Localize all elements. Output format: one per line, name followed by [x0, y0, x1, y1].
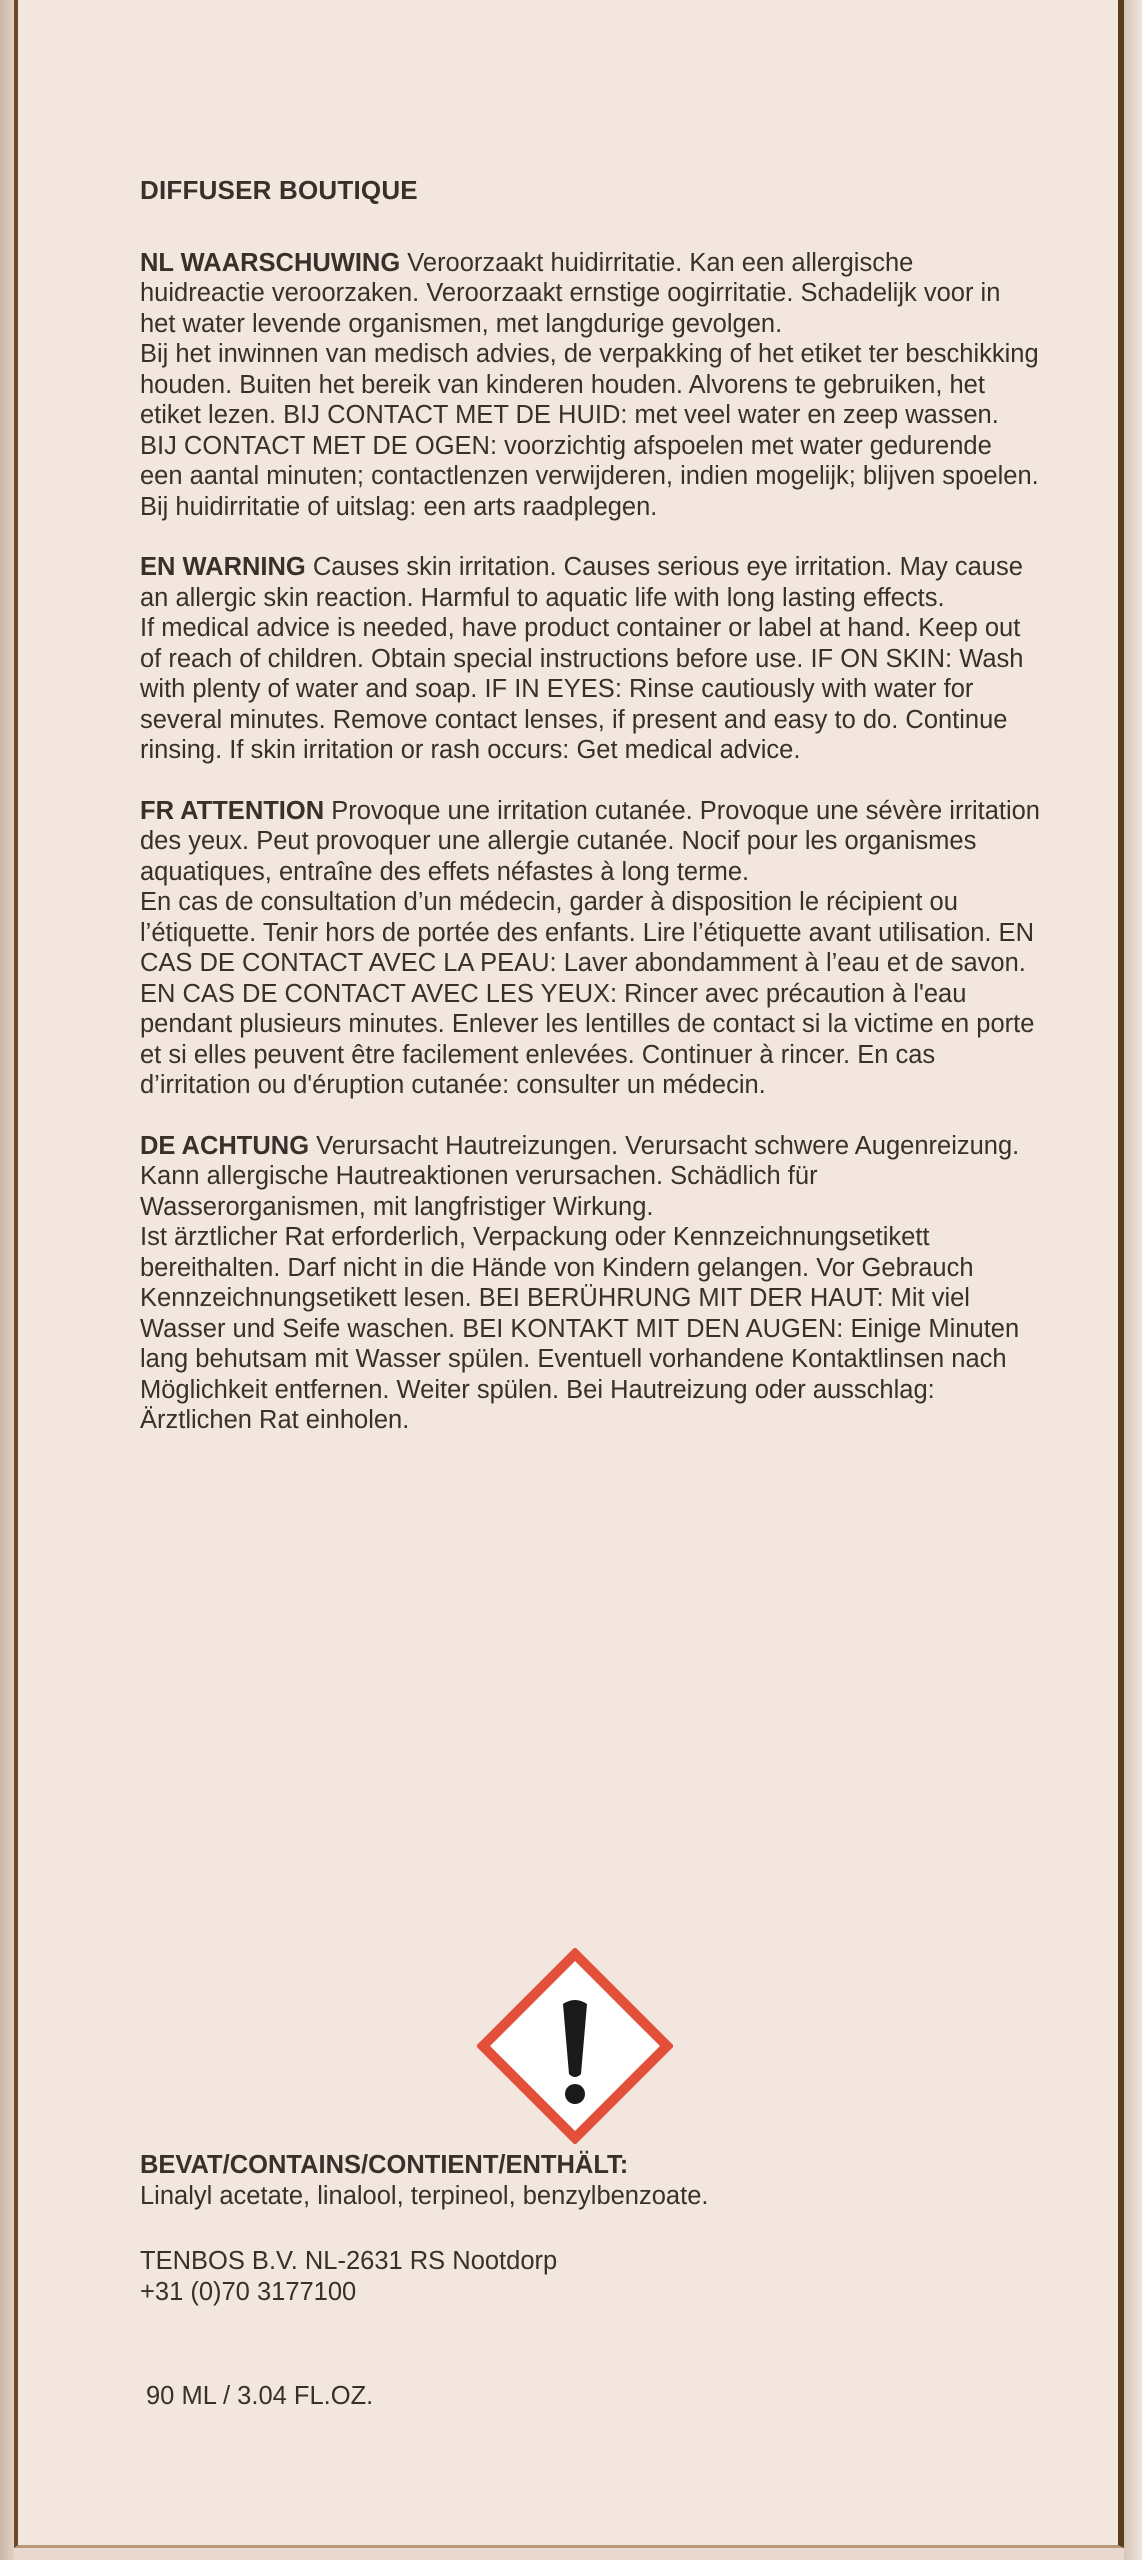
section-en: [140, 552, 1040, 766]
volume-label: 90 ML / 3.04 FL.OZ.: [146, 2382, 374, 2410]
label-text: [140, 175, 1040, 1466]
brand-name: DIFFUSER BOUTIQUE: [140, 175, 418, 205]
ingredients-list: Linalyl acetate, linalool, terpineol, benzylbenzoate.: [140, 2181, 709, 2210]
section-lead: FR ATTENTION: [140, 796, 325, 825]
section-text: Causes skin irritation. Causes serious eye irritation. May cause an allergic skin reaction. Harmful to aquatic life with long lasting effects.: [140, 553, 1023, 612]
section-nl: [140, 248, 1040, 523]
company-phone: +31 (0)70 3177100: [140, 2277, 357, 2306]
section-text: En cas de consultation d’un médecin, garder à disposition le récipient ou l’étiquette. Tenir hors de portée des enfants. Lire l’étiquette avant utilisation. EN CAS DE CONTACT AVEC LA PEAU: Laver abondamment à l’eau et de savon. EN CAS DE CONTACT AVEC LES YEUX: Rincer avec précaution à l'eau pendant plusieurs minutes. Enlever les lentilles de contact si la victime en porte et si elles peuvent être facilement enlevées. Continuer à rincer. En cas d’irritation ou d'éruption cutanée: consulter un médecin.: [140, 888, 1035, 1099]
section-text: Bij het inwinnen van medisch advies, de verpakking of het etiket ter beschikking houden. Buiten het bereik van kinderen houden. Alvorens te gebruiken, het etiket lezen. BIJ CONTACT MET DE HUID: met veel water en zeep wassen. BIJ CONTACT MET DE OGEN: voorzichtig afspoelen met water gedurende een aantal minuten; contactlenzen verwijderen, indien mogelijk; blijven spoelen. Bij huidirritatie of uitslag: een arts raadplegen.: [140, 340, 1039, 521]
package-left-edge: [0, 0, 14, 2560]
section-text: Provoque une irritation cutanée. Provoque une sévère irritation des yeux. Peut provoquer une allergie cutanée. Nocif pour les organismes aquatiques, entraîne des effets néfastes à long terme.: [140, 796, 1040, 886]
section-de: [140, 1131, 1040, 1436]
section-lead: DE ACHTUNG: [140, 1131, 310, 1160]
section-lead: NL WAARSCHUWING: [140, 248, 401, 277]
company-address: TENBOS B.V. NL-2631 RS Nootdorp: [140, 2247, 558, 2275]
ingredients: [140, 2150, 1040, 2211]
exclamation-hazard-icon: [477, 1948, 673, 2144]
section-text: Veroorzaakt huidirritatie. Kan een allergische huidreactie veroorzaken. Veroorzaakt ernstige oogirritatie. Schadelijk voor in het water levende organismen, met langdurige gevolgen.: [140, 248, 1001, 338]
section-text: Verursacht Hautreizungen. Verursacht schwere Augenreizung. Kann allergische Hautreaktionen verursachen. Schädlich für Wasserorganismen, mit langfristiger Wirkung.: [140, 1131, 1020, 1221]
company-info: [140, 2246, 1040, 2307]
section-text: If medical advice is needed, have product container or label at hand. Keep out of reach of children. Obtain special instructions before use. IF ON SKIN: Wash with plenty of water and soap. IF IN EYES: Rinse cautiously with water for several minutes. Remove contact lenses, if present and easy to do. Continue rinsing. If skin irritation or rash occurs: Get medical advice.: [140, 614, 1024, 764]
package-right-edge: [1124, 0, 1142, 2560]
section-fr: [140, 796, 1040, 1101]
section-lead: EN WARNING: [140, 553, 306, 581]
ingredients-heading: BEVAT/CONTAINS/CONTIENT/ENTHÄLT:: [140, 2151, 629, 2179]
section-text: Ist ärztlicher Rat erforderlich, Verpackung oder Kennzeichnungsetikett bereithalten. Darf nicht in die Hände von Kindern gelangen. Vor Gebrauch Kennzeichnungsetikett lesen. BEI BERÜHRUNG MIT DER HAUT: Mit viel Wasser und Seife waschen. BEI KONTAKT MIT DEN AUGEN: Einige Minuten lang behutsam mit Wasser spülen. Eventuell vorhandene Kontaktlinsen nach Möglichkeit entfernen. Weiter spülen. Bei Hautreizung oder ausschlag: Ärztlichen Rat einholen.: [140, 1223, 1020, 1434]
